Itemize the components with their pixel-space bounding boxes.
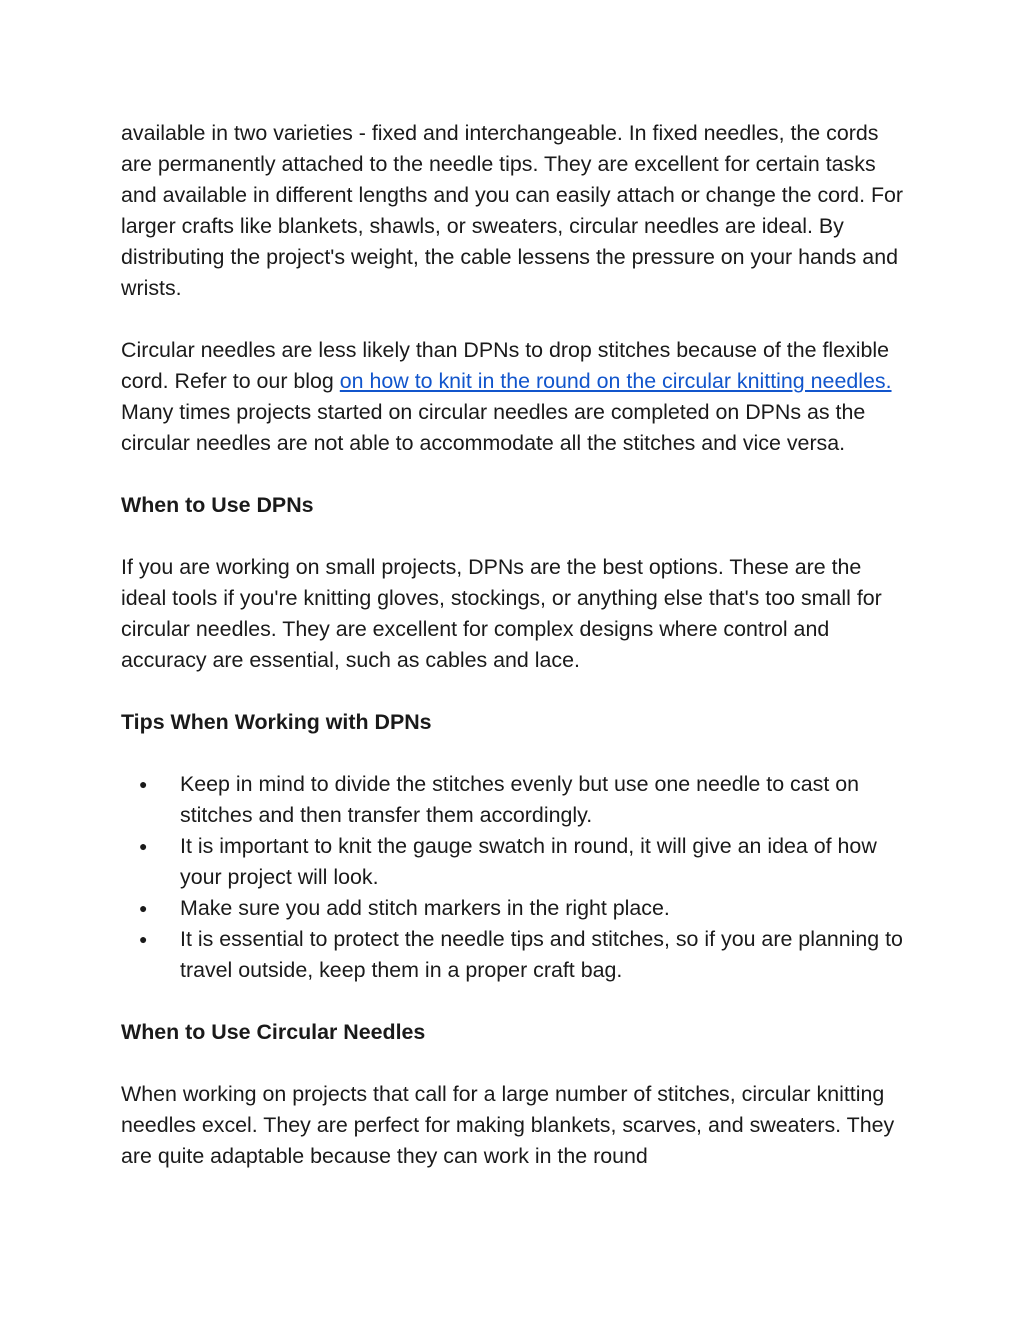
- tips-list: [121, 769, 911, 986]
- paragraph-needle-varieties: available in two varieties - fixed and interchangeable. In fixed needles, the cords are permanently attached to the needle tips. They are excellent for certain tasks and available in different lengths and you can easily attach or change the cord. For larger crafts like blankets, shawls, or sweaters, circular needles are ideal. By distributing the project's weight, the cable lessens the pressure on your hands and wrists.: [121, 121, 904, 300]
- heading-tips-dpns: Tips When Working with DPNs: [121, 710, 432, 734]
- bullet-icon: ●: [139, 838, 148, 854]
- list-item-text: It is essential to protect the needle tips and stitches, so if you are planning to travel outside, keep them in a proper craft bag.: [180, 927, 903, 982]
- list-item-text: Keep in mind to divide the stitches evenly but use one needle to cast on stitches and then transfer them accordingly.: [180, 772, 859, 827]
- list-item: [139, 831, 911, 893]
- heading-when-to-use-dpns: When to Use DPNs: [121, 493, 314, 517]
- blog-link[interactable]: on how to knit in the round on the circular knitting needles.: [339, 369, 892, 393]
- list-item-text: It is important to knit the gauge swatch in round, it will give an idea of how your project will look.: [180, 834, 877, 889]
- paragraph-text: Circular needles are less likely than DPNs to drop stitches because of the flexible cord. Refer to our blog: [121, 338, 890, 393]
- bullet-icon: ●: [139, 776, 148, 792]
- bullet-icon: ●: [139, 931, 148, 947]
- bullet-icon: ●: [139, 900, 148, 916]
- list-item: [139, 893, 911, 924]
- paragraph-circular-needles: [121, 335, 911, 459]
- list-item: [139, 769, 911, 831]
- document-page: [121, 118, 911, 1203]
- heading-when-to-use-circular: When to Use Circular Needles: [121, 1020, 426, 1044]
- list-item: [139, 924, 911, 986]
- list-item-text: Make sure you add stitch markers in the right place.: [180, 896, 670, 920]
- paragraph-dpns-usage: If you are working on small projects, DPNs are the best options. These are the ideal tools if you're knitting gloves, stockings, or anything else that's too small for circular needles. They are excellent for complex designs where control and accuracy are essential, such as cables and lace.: [121, 555, 882, 672]
- paragraph-circular-usage: When working on projects that call for a large number of stitches, circular knitting needles excel. They are perfect for making blankets, scarves, and sweaters. They are quite adaptable because they can work in the round: [121, 1082, 895, 1168]
- paragraph-text: Many times projects started on circular needles are completed on DPNs as the circular needles are not able to accommodate all the stitches and vice versa.: [121, 400, 866, 455]
